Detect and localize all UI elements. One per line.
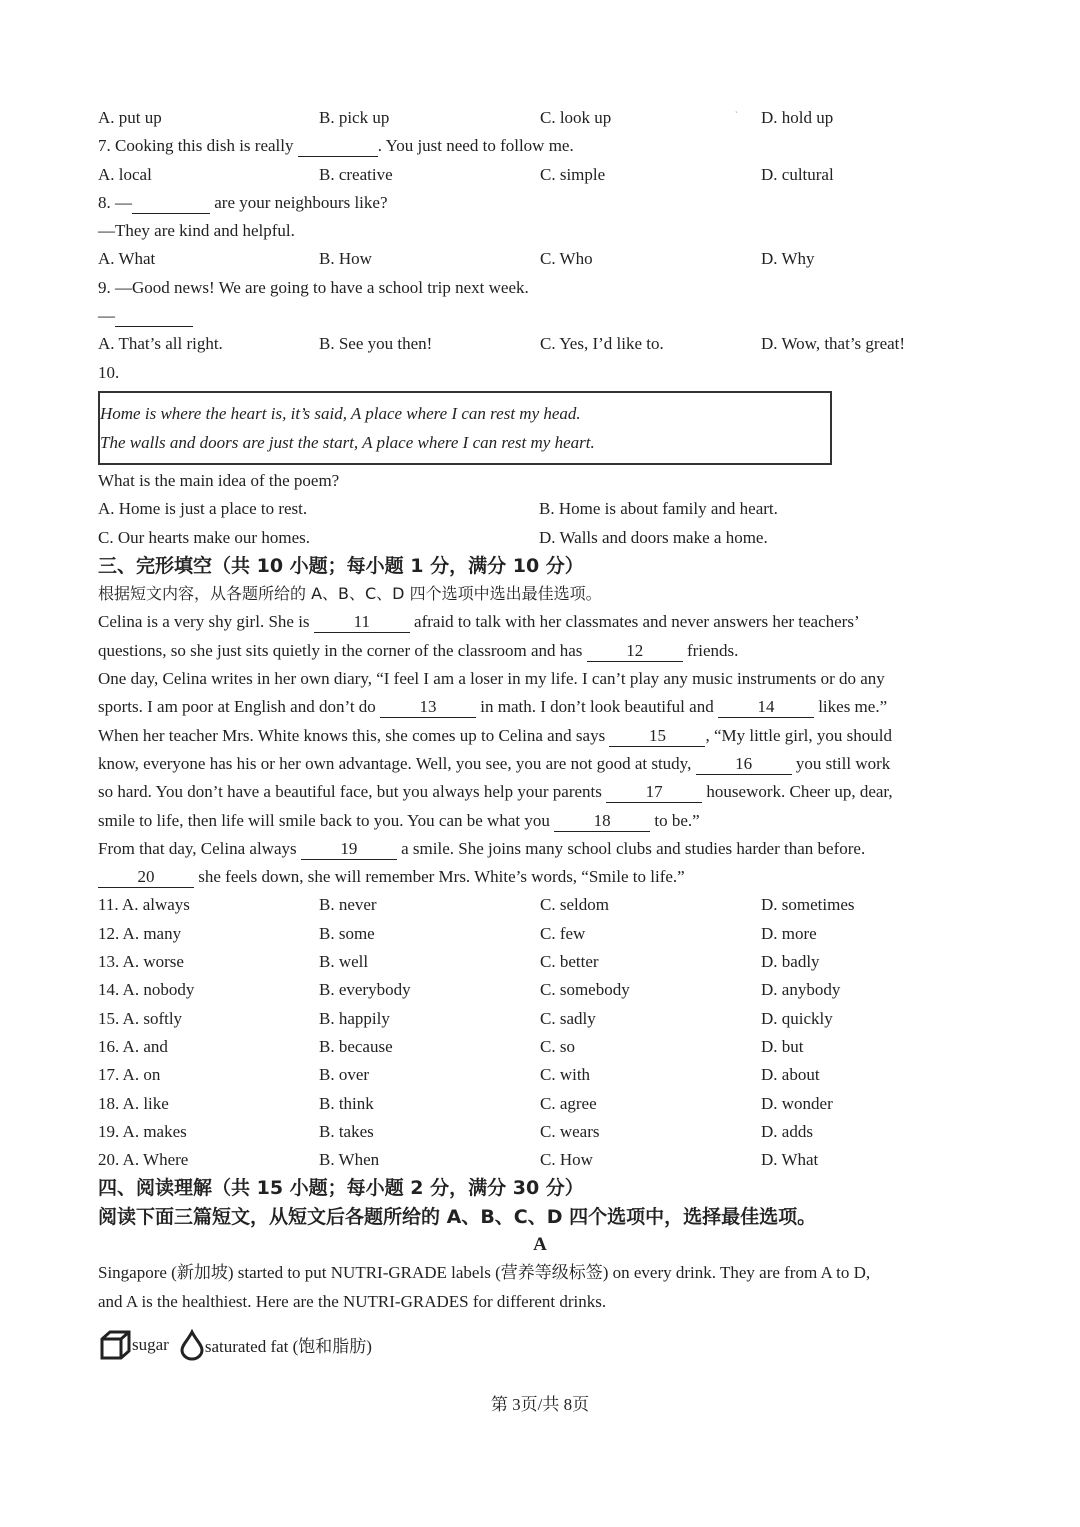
poem-line: Home is where the heart is, it’s said, A place where I can rest my head. (100, 403, 581, 423)
poem-box (98, 391, 832, 465)
fat-drop-icon (179, 1329, 205, 1361)
cloze-option-row (98, 1033, 988, 1061)
q6-options (98, 104, 988, 132)
page-footer: 第 3页/共 8页 (490, 1395, 590, 1414)
option[interactable]: B. How (319, 249, 372, 269)
question-10-text: What is the main idea of the poem? (98, 470, 340, 490)
option[interactable]: C. so (540, 1036, 575, 1056)
passage-text: Celina is a very shy girl. She is (98, 612, 314, 632)
option[interactable]: D. What (761, 1150, 819, 1170)
option[interactable]: 18. A. like (98, 1093, 169, 1113)
option[interactable]: B. well (319, 952, 369, 972)
option[interactable]: C. look up (540, 108, 612, 127)
option[interactable]: C. Yes, I’d like to. (540, 334, 664, 354)
option[interactable]: C. few (540, 923, 586, 943)
option[interactable]: 11. A. always (98, 895, 190, 915)
passage-text: to be.” (650, 810, 700, 830)
option[interactable]: D. wonder (761, 1093, 833, 1113)
exam-page (98, 104, 988, 1368)
option[interactable]: D. Walls and doors make a home. (539, 527, 768, 547)
passage-text: When her teacher Mrs. White knows this, she comes up to Celina and says (98, 725, 610, 745)
option[interactable]: D. adds (761, 1121, 813, 1141)
q10-options-row2 (98, 524, 988, 552)
passage-text: likes me.” (813, 697, 888, 717)
passage-text: smile to life, then life will smile back to you. You can be what you (98, 810, 555, 830)
option[interactable]: B. think (319, 1093, 374, 1113)
legend-fat-label: saturated fat (饱和脂肪) (204, 1337, 372, 1357)
cloze-option-row (98, 1090, 988, 1118)
option[interactable]: D. sometimes (761, 895, 855, 915)
question-9-reply (98, 302, 988, 330)
option[interactable]: B. creative (319, 164, 393, 184)
answer-blank (132, 193, 210, 214)
option[interactable]: 17. A. on (98, 1065, 161, 1085)
option[interactable]: A. local (98, 164, 152, 184)
stray-mark: ˋ (735, 110, 738, 120)
passage-text: you still work (791, 753, 891, 773)
question-7 (98, 132, 988, 160)
option[interactable]: C. with (540, 1065, 591, 1085)
dash: — (98, 306, 115, 326)
question-8 (98, 189, 988, 217)
sugar-cube-icon (98, 1329, 132, 1361)
option[interactable]: D. quickly (761, 1008, 833, 1028)
cloze-option-row (98, 891, 988, 919)
cloze-blank: 11 (314, 612, 410, 633)
cloze-blank: 18 (554, 811, 650, 832)
option[interactable]: B. some (319, 923, 375, 943)
q8-options (98, 245, 988, 273)
cloze-blank: 13 (380, 697, 476, 718)
reading-text: Singapore (新加坡) started to put NUTRI-GRADE labels (营养等级标签) on every drink. They are from A to D, (98, 1263, 871, 1283)
option[interactable]: C. simple (540, 164, 606, 184)
cloze-option-row (98, 1061, 988, 1089)
nutri-legend (98, 1322, 988, 1368)
option[interactable]: C. Who (540, 249, 593, 269)
question-10-number: 10. (98, 362, 120, 382)
option[interactable]: C. wears (540, 1121, 600, 1141)
answer-blank (298, 136, 378, 157)
option[interactable]: A. put up (98, 108, 162, 127)
option[interactable]: D. Wow, that’s great! (761, 334, 906, 354)
option[interactable]: B. pick up (319, 108, 390, 127)
section-4-instruction: 阅读下面三篇短文，从短文后各题所给的 A、B、C、D 四个选项中，选择最佳选项。 (98, 1205, 817, 1228)
cloze-blank: 17 (606, 782, 702, 803)
reading-text: and A is the healthiest. Here are the NUTRI-GRADES for different drinks. (98, 1291, 607, 1311)
passage-label: A (533, 1233, 547, 1255)
passage-text: afraid to talk with her classmates and never answers her teachers’ (409, 612, 860, 632)
option[interactable]: B. never (319, 895, 377, 915)
passage-text: friends. (682, 640, 739, 660)
cloze-option-row (98, 976, 988, 1004)
option[interactable]: B. See you then! (319, 334, 433, 354)
option[interactable]: B. over (319, 1065, 370, 1085)
passage-text: know, everyone has his or her own advantage. Well, you see, you are not good at study, (98, 753, 696, 773)
option[interactable]: D. anybody (761, 980, 841, 1000)
option[interactable]: A. That’s all right. (98, 334, 223, 354)
cloze-blank: 19 (301, 839, 397, 860)
cloze-option-row (98, 1118, 988, 1146)
passage-text: so hard. You don’t have a beautiful face, but you always help your parents (98, 782, 607, 802)
passage-text: One day, Celina writes in her own diary, “I feel I am a loser in my life. I can’t play any music instruments or do any (98, 669, 885, 689)
passage-text: questions, so she just sits quietly in the corner of the classroom and has (98, 640, 587, 660)
answer-blank (115, 306, 193, 327)
option[interactable]: D. cultural (761, 164, 834, 184)
section-3-heading: 三、完形填空（共 10 小题；每小题 1 分，满分 10 分） (98, 554, 584, 577)
cloze-blank: 15 (609, 726, 705, 747)
option[interactable]: B. Home is about family and heart. (539, 499, 778, 519)
passage-text: a smile. She joins many school clubs and studies harder than before. (396, 838, 866, 858)
cloze-option-row (98, 948, 988, 976)
section-3-instruction: 根据短文内容，从各题所给的 A、B、C、D 四个选项中选出最佳选项。 (98, 584, 602, 604)
q10-options-row1 (98, 495, 988, 523)
cloze-blank: 20 (98, 867, 194, 888)
option[interactable]: D. more (761, 923, 817, 943)
option[interactable]: C. agree (540, 1093, 597, 1113)
poem-line: The walls and doors are just the start, A place where I can rest my heart. (100, 432, 595, 452)
option[interactable]: 14. A. nobody (98, 980, 195, 1000)
question-8-reply: —They are kind and helpful. (98, 221, 295, 241)
option[interactable]: B. happily (319, 1008, 390, 1028)
option[interactable]: 19. A. makes (98, 1121, 187, 1141)
option[interactable]: D. hold up (761, 108, 834, 127)
option[interactable]: D. badly (761, 952, 820, 972)
cloze-blank: 14 (718, 697, 814, 718)
passage-text: housework. Cheer up, dear, (702, 782, 893, 802)
q9-options (98, 330, 988, 358)
option[interactable]: D. Why (761, 249, 815, 269)
option[interactable]: 20. A. Where (98, 1150, 189, 1170)
cloze-option-row (98, 1005, 988, 1033)
option[interactable]: 16. A. and (98, 1036, 168, 1056)
option[interactable]: A. What (98, 249, 156, 269)
question-text: . You just need to follow me. (377, 136, 574, 156)
option[interactable]: 15. A. softly (98, 1008, 183, 1028)
passage-text: From that day, Celina always (98, 838, 301, 858)
passage-text: in math. I don’t look beautiful and (476, 697, 718, 717)
question-text: are your neighbours like? (210, 192, 388, 212)
option[interactable]: C. better (540, 952, 599, 972)
option[interactable]: B. because (319, 1036, 393, 1056)
option[interactable]: B. takes (319, 1121, 374, 1141)
section-4-heading: 四、阅读理解（共 15 小题；每小题 2 分，满分 30 分） (98, 1177, 584, 1200)
option[interactable]: C. sadly (540, 1008, 596, 1028)
option[interactable]: C. How (540, 1150, 593, 1170)
question-text: 8. — (98, 192, 132, 212)
question-9: 9. —Good news! We are going to have a school trip next week. (98, 277, 529, 297)
option[interactable]: B. When (319, 1150, 380, 1170)
option[interactable]: 13. A. worse (98, 952, 184, 972)
cloze-blank: 16 (696, 754, 792, 775)
passage-text: she feels down, she will remember Mrs. White’s words, “Smile to life.” (194, 867, 685, 887)
cloze-options (98, 891, 988, 1174)
option[interactable]: D. but (761, 1036, 804, 1056)
passage-text: , “My little girl, you should (705, 725, 892, 745)
option[interactable]: 12. A. many (98, 923, 182, 943)
cloze-passage (98, 608, 988, 891)
cloze-option-row (98, 1146, 988, 1174)
passage-text: sports. I am poor at English and don’t do (98, 697, 381, 717)
cloze-blank: 12 (587, 641, 683, 662)
option[interactable]: B. everybody (319, 980, 411, 1000)
option[interactable]: C. Our hearts make our homes. (98, 527, 310, 547)
option[interactable]: C. seldom (540, 895, 609, 915)
option[interactable]: A. Home is just a place to rest. (98, 499, 308, 519)
cloze-option-row (98, 920, 988, 948)
option[interactable]: C. somebody (540, 980, 630, 1000)
option[interactable]: D. about (761, 1065, 820, 1085)
q7-options (98, 161, 988, 189)
question-text: 7. Cooking this dish is really (98, 136, 298, 156)
legend-sugar-label: sugar (132, 1334, 169, 1354)
